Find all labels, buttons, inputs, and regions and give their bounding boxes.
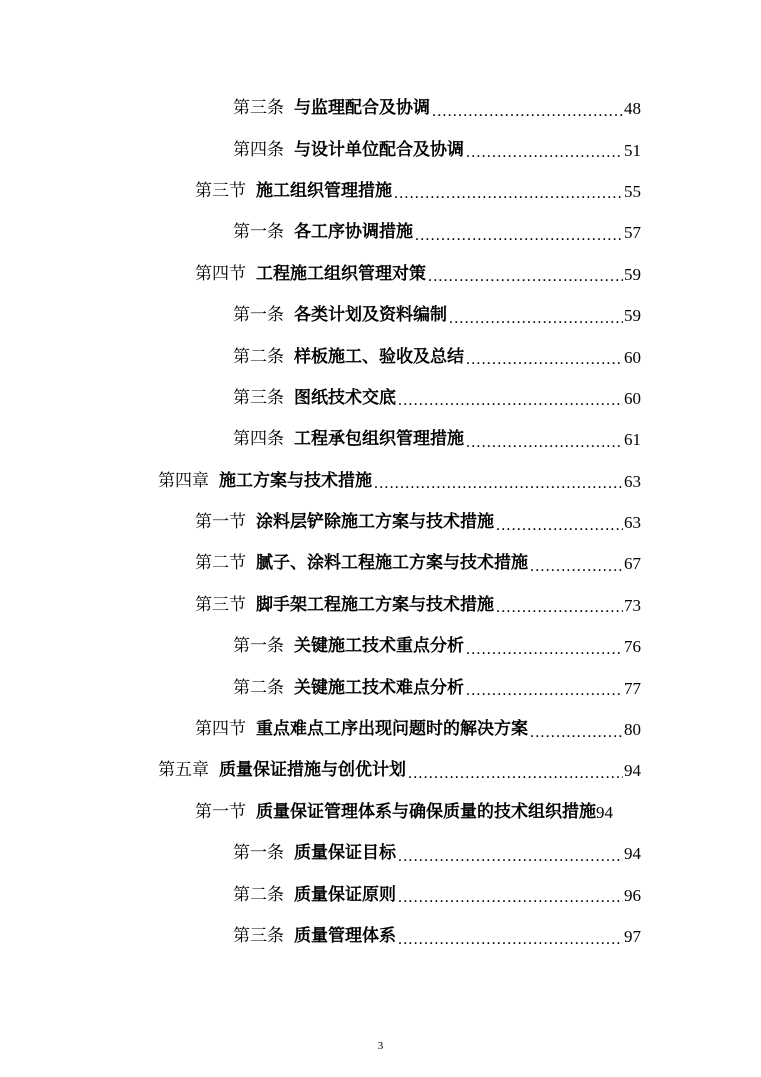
toc-entry-page: 94 [596, 802, 613, 822]
toc-leader-dots [432, 104, 623, 120]
toc-entry[interactable] [0, 129, 761, 170]
toc-entry-page: 60 [624, 347, 641, 367]
toc-entry[interactable] [0, 709, 761, 750]
toc-entry-title: 重点难点工序出现问题时的解决方案 [256, 719, 528, 740]
toc-entry-number: 第二条 [233, 884, 284, 905]
toc-entry-number: 第二条 [233, 677, 284, 698]
toc-leader-dots [374, 476, 623, 492]
toc-entry-page: 94 [624, 844, 641, 864]
toc-entry-page: 73 [624, 595, 641, 615]
toc-leader-dots [398, 393, 623, 409]
toc-entry-title: 质量保证措施与创优计划 [219, 760, 406, 781]
toc-entry[interactable] [0, 792, 761, 833]
toc-leader-dots [466, 352, 623, 368]
toc-entry[interactable] [0, 419, 761, 460]
toc-entry-number: 第三节 [195, 594, 246, 615]
toc-leader-dots [530, 559, 623, 575]
toc-entry[interactable] [0, 378, 761, 419]
toc-entry[interactable] [0, 336, 761, 377]
toc-leader-dots [408, 766, 623, 782]
toc-entry-title: 工程承包组织管理措施 [294, 429, 464, 450]
toc-entry[interactable] [0, 916, 761, 957]
toc-entry-number: 第四节 [195, 263, 246, 284]
toc-leader-dots [496, 518, 623, 534]
toc-entry[interactable] [0, 88, 761, 129]
toc-entry[interactable] [0, 295, 761, 336]
toc-entry[interactable] [0, 254, 761, 295]
toc-entry-page: 48 [624, 99, 641, 119]
toc-entry-title: 关键施工技术难点分析 [294, 677, 464, 698]
toc-entry-page: 94 [624, 761, 641, 781]
toc-entry-title: 质量保证原则 [294, 884, 396, 905]
toc-entry-title: 各工序协调措施 [294, 222, 413, 243]
toc-entry[interactable] [0, 461, 761, 502]
toc-leader-dots [428, 269, 623, 285]
toc-leader-dots [466, 683, 623, 699]
toc-leader-dots [398, 849, 623, 865]
toc-entry-number: 第五章 [158, 760, 209, 781]
toc-leader-dots [466, 642, 623, 658]
toc-leader-dots [496, 600, 623, 616]
toc-entry-number: 第二条 [233, 346, 284, 367]
toc-entry[interactable] [0, 171, 761, 212]
toc-entry[interactable] [0, 750, 761, 791]
toc-entry-page: 59 [624, 264, 641, 284]
toc-entry-title: 脚手架工程施工方案与技术措施 [256, 594, 494, 615]
toc-entry-number: 第四条 [233, 139, 284, 160]
toc-entry-page: 80 [624, 720, 641, 740]
toc-entry-number: 第二节 [195, 553, 246, 574]
toc-entry[interactable] [0, 874, 761, 915]
toc-entry-title: 质量保证目标 [294, 843, 396, 864]
toc-entry-title: 施工组织管理措施 [256, 180, 392, 201]
toc-entry-page: 76 [624, 637, 641, 657]
toc-entry-page: 67 [624, 554, 641, 574]
toc-entry-title: 与设计单位配合及协调 [294, 139, 464, 160]
toc-entry-title: 关键施工技术重点分析 [294, 636, 464, 657]
toc-entry-title: 涂料层铲除施工方案与技术措施 [256, 512, 494, 533]
toc-entry-number: 第三条 [233, 387, 284, 408]
toc-entry-number: 第四条 [233, 429, 284, 450]
toc-entry-page: 77 [624, 678, 641, 698]
toc-entry-number: 第一条 [233, 843, 284, 864]
toc-entry-number: 第一节 [195, 801, 246, 822]
toc-entry-page: 61 [624, 430, 641, 450]
toc-entry-title: 腻子、涂料工程施工方案与技术措施 [256, 553, 528, 574]
toc-entry-title: 施工方案与技术措施 [219, 470, 372, 491]
toc-entry-page: 63 [624, 513, 641, 533]
toc-entry-number: 第一节 [195, 512, 246, 533]
toc-leader-dots [466, 145, 623, 161]
toc-entry-title: 样板施工、验收及总结 [294, 346, 464, 367]
toc-entry-number: 第三条 [233, 98, 284, 119]
toc-entry-title: 质量保证管理体系与确保质量的技术组织措施 [256, 801, 596, 822]
toc-entry[interactable] [0, 543, 761, 584]
toc-leader-dots [449, 311, 623, 327]
toc-entry-page: 97 [624, 927, 641, 946]
toc-entry-title: 质量管理体系 [294, 926, 396, 946]
toc-entry-number: 第四节 [195, 719, 246, 740]
toc-entry-page: 57 [624, 223, 641, 243]
toc-entry-page: 51 [624, 140, 641, 160]
toc-entry-title: 各类计划及资料编制 [294, 305, 447, 326]
toc-entry-page: 59 [624, 306, 641, 326]
toc-entry-title: 工程施工组织管理对策 [256, 263, 426, 284]
toc-entry-title: 与监理配合及协调 [294, 98, 430, 119]
toc-entry-number: 第一条 [233, 305, 284, 326]
page-number: 3 [377, 1040, 384, 1052]
toc-entry[interactable] [0, 667, 761, 708]
toc-entry-page: 60 [624, 388, 641, 408]
toc-entry[interactable] [0, 502, 761, 543]
toc-entry[interactable] [0, 585, 761, 626]
toc-entry-number: 第三节 [195, 180, 246, 201]
toc-leader-dots [398, 890, 623, 906]
toc-entry-number: 第一条 [233, 222, 284, 243]
toc-entry[interactable] [0, 626, 761, 667]
toc-entry[interactable] [0, 833, 761, 874]
toc-entry-page: 55 [624, 181, 641, 201]
toc-leader-dots [394, 186, 623, 202]
toc-entry-number: 第三条 [233, 926, 284, 946]
toc-entry-page: 96 [624, 885, 641, 905]
toc-entry-number: 第四章 [158, 470, 209, 491]
toc-entry-title: 图纸技术交底 [294, 387, 396, 408]
table-of-contents [0, 88, 761, 957]
toc-leader-dots [466, 435, 623, 451]
toc-entry[interactable] [0, 212, 761, 253]
toc-leader-dots [398, 932, 623, 948]
toc-leader-dots [530, 725, 623, 741]
toc-entry-number: 第一条 [233, 636, 284, 657]
toc-entry-page: 63 [624, 471, 641, 491]
toc-leader-dots [415, 228, 623, 244]
